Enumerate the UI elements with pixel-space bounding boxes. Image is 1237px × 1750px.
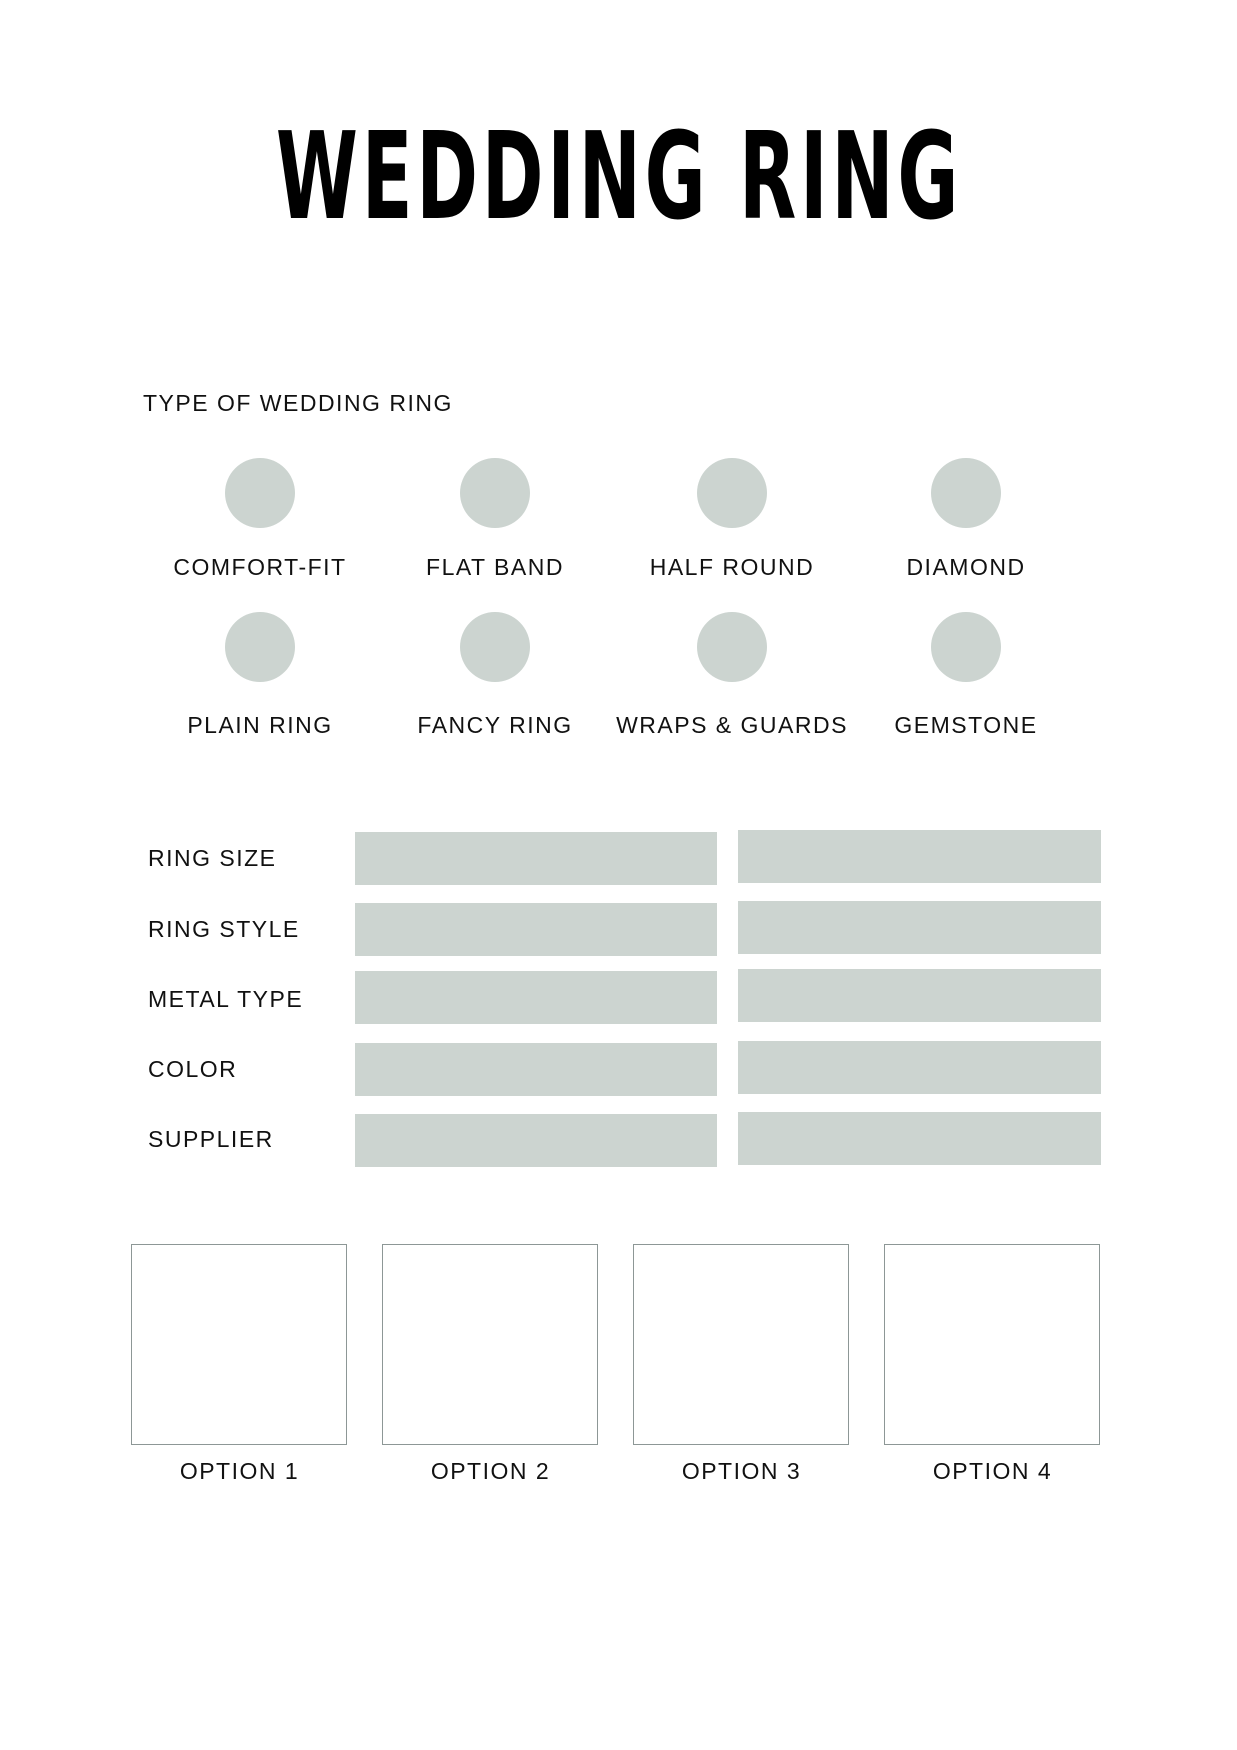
field-label-metal-type: METAL TYPE bbox=[148, 986, 304, 1012]
ring-size-field-1[interactable] bbox=[355, 832, 717, 885]
supplier-field-1[interactable] bbox=[355, 1114, 717, 1167]
ring-type-checkbox[interactable] bbox=[931, 612, 1001, 682]
metal-type-field-1[interactable] bbox=[355, 971, 717, 1024]
ring-type-option-comfort-fit[interactable] bbox=[140, 458, 380, 581]
color-field-2[interactable] bbox=[738, 1041, 1101, 1094]
ring-type-option-plain-ring[interactable] bbox=[140, 612, 380, 739]
ring-type-label: WRAPS & GUARDS bbox=[616, 712, 848, 738]
ring-style-field-1[interactable] bbox=[355, 903, 717, 956]
ring-type-label: DIAMOND bbox=[906, 554, 1026, 580]
option-3-image-box[interactable] bbox=[633, 1244, 849, 1445]
option-2-image-box[interactable] bbox=[382, 1244, 598, 1445]
ring-type-checkbox[interactable] bbox=[697, 612, 767, 682]
ring-type-label: PLAIN RING bbox=[187, 712, 333, 738]
page-title: WEDDING RING bbox=[275, 108, 963, 247]
ring-type-checkbox[interactable] bbox=[460, 458, 530, 528]
ring-size-field-2[interactable] bbox=[738, 830, 1101, 883]
ring-type-option-gemstone[interactable] bbox=[846, 612, 1086, 739]
field-label-ring-size: RING SIZE bbox=[148, 845, 277, 871]
supplier-field-2[interactable] bbox=[738, 1112, 1101, 1165]
ring-style-field-2[interactable] bbox=[738, 901, 1101, 954]
option-3-label: OPTION 3 bbox=[681, 1458, 802, 1484]
ring-type-checkbox[interactable] bbox=[931, 458, 1001, 528]
metal-type-field-2[interactable] bbox=[738, 969, 1101, 1022]
ring-type-label: COMFORT-FIT bbox=[173, 554, 347, 580]
ring-type-checkbox[interactable] bbox=[697, 458, 767, 528]
ring-type-option-fancy-ring[interactable] bbox=[375, 612, 615, 739]
ring-type-option-half-round[interactable] bbox=[612, 458, 852, 581]
option-4-label: OPTION 4 bbox=[932, 1458, 1053, 1484]
ring-type-label: FANCY RING bbox=[417, 712, 573, 738]
ring-type-label: GEMSTONE bbox=[894, 712, 1038, 738]
field-label-supplier: SUPPLIER bbox=[148, 1126, 274, 1152]
ring-type-label: HALF ROUND bbox=[649, 554, 815, 580]
option-1-image-box[interactable] bbox=[131, 1244, 347, 1445]
ring-type-checkbox[interactable] bbox=[225, 612, 295, 682]
ring-type-option-wraps-guards[interactable] bbox=[612, 612, 852, 739]
ring-type-checkbox[interactable] bbox=[460, 612, 530, 682]
option-4-image-box[interactable] bbox=[884, 1244, 1100, 1445]
field-label-ring-style: RING STYLE bbox=[148, 916, 300, 942]
ring-type-heading: TYPE OF WEDDING RING bbox=[143, 390, 453, 416]
field-label-color: COLOR bbox=[148, 1056, 238, 1082]
ring-type-checkbox[interactable] bbox=[225, 458, 295, 528]
ring-type-option-diamond[interactable] bbox=[846, 458, 1086, 581]
color-field-1[interactable] bbox=[355, 1043, 717, 1096]
option-2-label: OPTION 2 bbox=[430, 1458, 551, 1484]
ring-type-option-flat-band[interactable] bbox=[375, 458, 615, 581]
option-1-label: OPTION 1 bbox=[179, 1458, 300, 1484]
ring-type-label: FLAT BAND bbox=[426, 554, 564, 580]
